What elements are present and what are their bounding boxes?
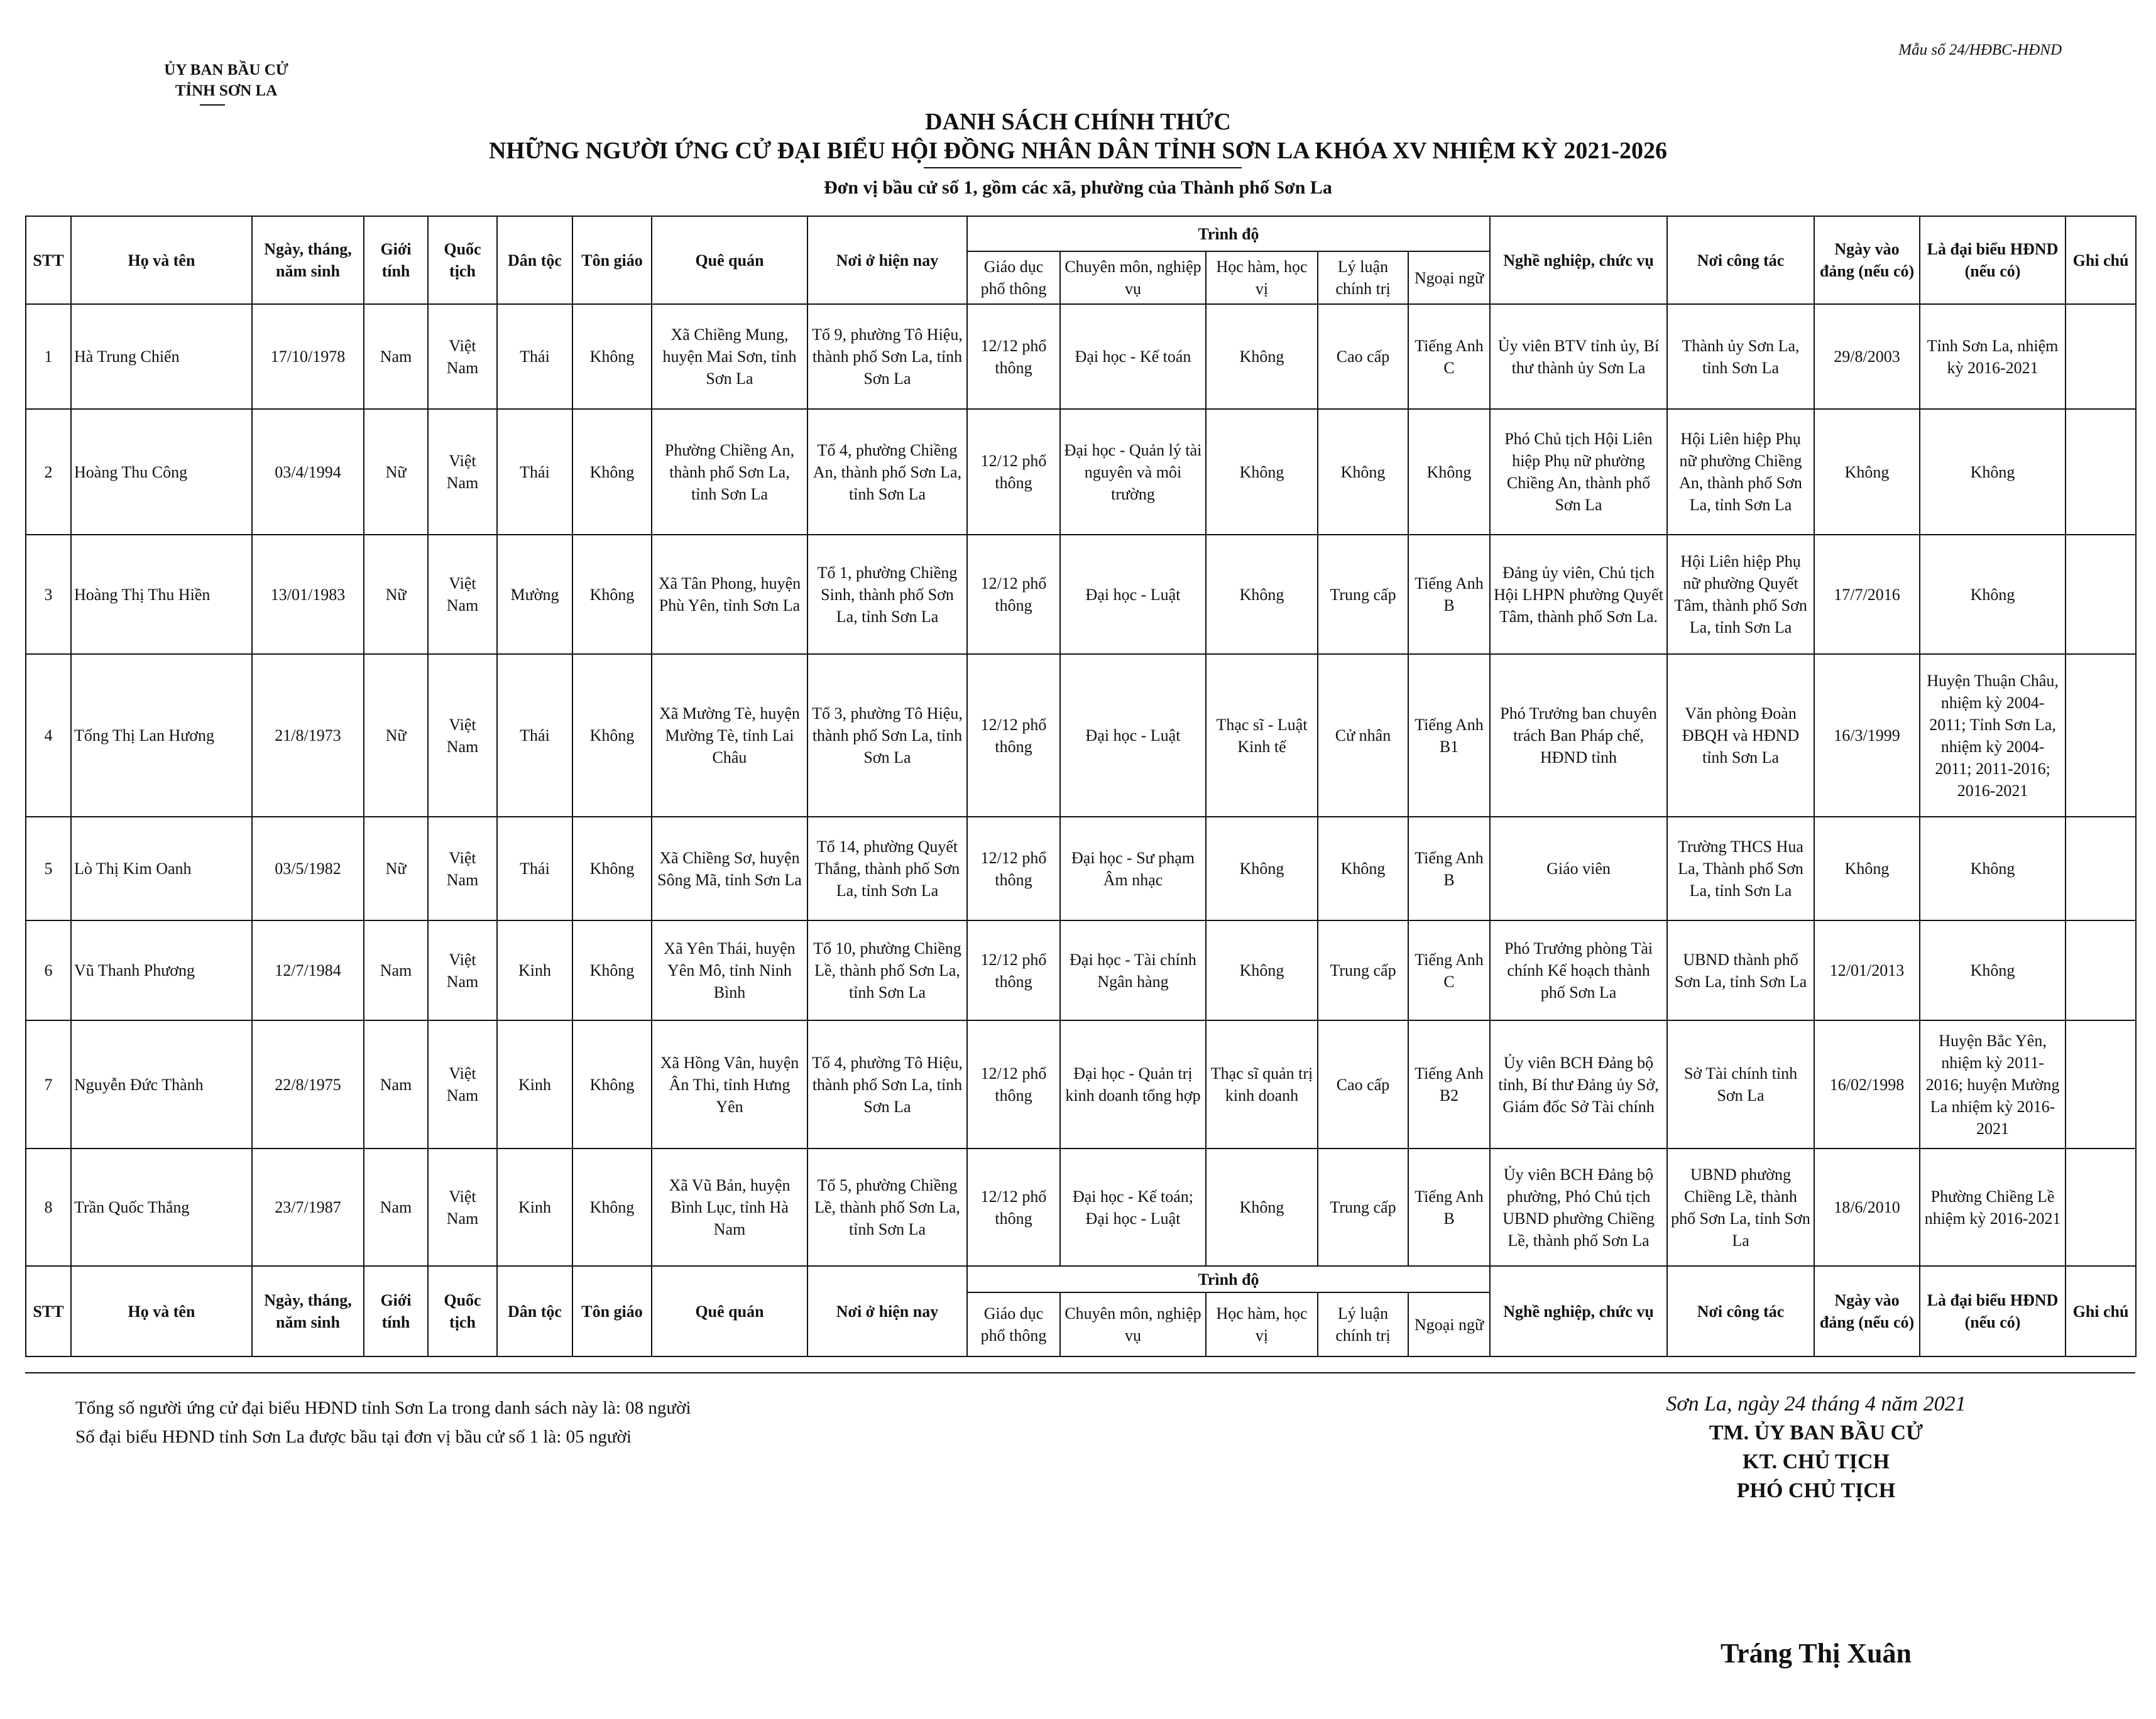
cell-professional: Đại học - Luật [1060, 535, 1206, 654]
col-political-repeat: Lý luận chính trị [1318, 1292, 1408, 1356]
col-notes: Ghi chú [2066, 216, 2136, 304]
cell-religion: Không [572, 304, 652, 409]
cell-gender: Nam [364, 920, 428, 1020]
col-hometown: Quê quán [652, 216, 807, 304]
table-row [26, 654, 2136, 817]
cell-delegate: Phường Chiềng Lề nhiệm kỳ 2016-2021 [1920, 1149, 2066, 1266]
cell-gender: Nam [364, 304, 428, 409]
cell-religion: Không [572, 409, 652, 535]
cell-political: Không [1318, 409, 1408, 535]
cell-name: Trần Quốc Thắng [71, 1149, 252, 1266]
col-academic-repeat: Học hàm, học vị [1206, 1292, 1318, 1356]
cell-party-date: Không [1814, 817, 1920, 920]
table-row [26, 304, 2136, 409]
cell-delegate: Không [1920, 535, 2066, 654]
cell-general-edu: 12/12 phổ thông [967, 304, 1060, 409]
cell-delegate: Tỉnh Sơn La, nhiệm kỳ 2016-2021 [1920, 304, 2066, 409]
col-workplace-repeat: Nơi công tác [1667, 1266, 1814, 1356]
cell-dob: 13/01/1983 [252, 535, 364, 654]
cell-notes [2066, 1020, 2136, 1149]
cell-stt: 2 [26, 409, 71, 535]
col-general-edu: Giáo dục phổ thông [967, 251, 1060, 304]
col-occupation-repeat: Nghề nghiệp, chức vụ [1490, 1266, 1667, 1356]
cell-occupation: Phó Trưởng phòng Tài chính Kế hoạch thành phố Sơn La [1490, 920, 1667, 1020]
cell-language: Tiếng Anh B2 [1408, 1020, 1490, 1149]
place-date: Sơn La, ngày 24 tháng 4 năm 2021 [1666, 1392, 1966, 1416]
cell-general-edu: 12/12 phổ thông [967, 1149, 1060, 1266]
cell-name: Vũ Thanh Phương [71, 920, 252, 1020]
summary-block [75, 1394, 691, 1451]
bottom-divider [25, 1372, 2135, 1373]
cell-nationality: Việt Nam [428, 304, 497, 409]
col-nationality: Quốc tịch [428, 216, 497, 304]
cell-workplace: Hội Liên hiệp Phụ nữ phường Quyết Tâm, thành phố Sơn La, tỉnh Sơn La [1667, 535, 1814, 654]
col-professional-repeat: Chuyên môn, nghiệp vụ [1060, 1292, 1206, 1356]
cell-language: Tiếng Anh C [1408, 304, 1490, 409]
cell-language: Tiếng Anh C [1408, 920, 1490, 1020]
cell-occupation: Ủy viên BCH Đảng bộ tỉnh, Bí thư Đảng ủy Sở, Giám đốc Sở Tài chính [1490, 1020, 1667, 1149]
col-delegate: Là đại biểu HĐND (nếu có) [1920, 216, 2066, 304]
cell-occupation: Phó Trưởng ban chuyên trách Ban Pháp chế, HĐND tỉnh [1490, 654, 1667, 817]
cell-political: Cử nhân [1318, 654, 1408, 817]
col-dob-repeat: Ngày, tháng, năm sinh [252, 1266, 364, 1356]
cell-religion: Không [572, 535, 652, 654]
summary-seats: Số đại biểu HĐND tỉnh Sơn La được bầu tại đơn vị bầu cử số 1 là: 05 người [75, 1427, 632, 1447]
cell-occupation: Phó Chủ tịch Hội Liên hiệp Phụ nữ phường Chiềng An, thành phố Sơn La [1490, 409, 1667, 535]
col-hometown-repeat: Quê quán [652, 1266, 807, 1356]
cell-workplace: UBND phường Chiềng Lề, thành phố Sơn La, tỉnh Sơn La [1667, 1149, 1814, 1266]
cell-hometown: Xã Chiềng Sơ, huyện Sông Mã, tỉnh Sơn La [652, 817, 807, 920]
cell-professional: Đại học - Quản lý tài nguyên và môi trường [1060, 409, 1206, 535]
cell-workplace: Trường THCS Hua La, Thành phố Sơn La, tỉnh Sơn La [1667, 817, 1814, 920]
col-professional: Chuyên môn, nghiệp vụ [1060, 251, 1206, 304]
cell-residence: Tổ 14, phường Quyết Thắng, thành phố Sơn La, tỉnh Sơn La [807, 817, 967, 920]
cell-gender: Nữ [364, 535, 428, 654]
cell-stt: 8 [26, 1149, 71, 1266]
cell-notes [2066, 409, 2136, 535]
col-religion: Tôn giáo [572, 216, 652, 304]
sign-on-behalf: TM. ỦY BAN BẦU CỬ [1709, 1421, 1923, 1444]
cell-general-edu: 12/12 phổ thông [967, 920, 1060, 1020]
cell-professional: Đại học - Quản trị kinh doanh tổng hợp [1060, 1020, 1206, 1149]
col-dob: Ngày, tháng, năm sinh [252, 216, 364, 304]
col-name-repeat: Họ và tên [71, 1266, 252, 1356]
summary-total-candidates: Tổng số người ứng cử đại biểu HĐND tỉnh Sơn La trong danh sách này là: 08 người [75, 1398, 691, 1418]
cell-hometown: Xã Chiềng Mung, huyện Mai Sơn, tỉnh Sơn La [652, 304, 807, 409]
col-delegate-repeat: Là đại biểu HĐND (nếu có) [1920, 1266, 2066, 1356]
cell-party-date: 12/01/2013 [1814, 920, 1920, 1020]
cell-dob: 23/7/1987 [252, 1149, 364, 1266]
cell-nationality: Việt Nam [428, 817, 497, 920]
cell-notes [2066, 535, 2136, 654]
cell-language: Không [1408, 409, 1490, 535]
title-underline [924, 167, 1242, 168]
table-row [26, 535, 2136, 654]
col-group-education-repeat: Trình độ [967, 1266, 1490, 1292]
cell-occupation: Giáo viên [1490, 817, 1667, 920]
cell-religion: Không [572, 817, 652, 920]
cell-gender: Nam [364, 1149, 428, 1266]
cell-general-edu: 12/12 phổ thông [967, 654, 1060, 817]
cell-name: Lò Thị Kim Oanh [71, 817, 252, 920]
cell-ethnicity: Thái [497, 409, 572, 535]
cell-occupation: Đảng ủy viên, Chủ tịch Hội LHPN phường Quyết Tâm, thành phố Sơn La. [1490, 535, 1667, 654]
cell-ethnicity: Thái [497, 817, 572, 920]
cell-name: Nguyễn Đức Thành [71, 1020, 252, 1149]
cell-general-edu: 12/12 phổ thông [967, 817, 1060, 920]
col-party-date-repeat: Ngày vào đảng (nếu có) [1814, 1266, 1920, 1356]
cell-political: Trung cấp [1318, 920, 1408, 1020]
cell-ethnicity: Kinh [497, 1149, 572, 1266]
cell-language: Tiếng Anh B [1408, 1149, 1490, 1266]
cell-political: Cao cấp [1318, 304, 1408, 409]
cell-stt: 1 [26, 304, 71, 409]
signer-name: Tráng Thị Xuân [1720, 1638, 1912, 1669]
table-row [26, 817, 2136, 920]
cell-ethnicity: Thái [497, 654, 572, 817]
cell-notes [2066, 654, 2136, 817]
cell-professional: Đại học - Luật [1060, 654, 1206, 817]
col-nationality-repeat: Quốc tịch [428, 1266, 497, 1356]
cell-workplace: Sở Tài chính tỉnh Sơn La [1667, 1020, 1814, 1149]
cell-occupation: Ủy viên BTV tỉnh ủy, Bí thư thành ủy Sơn La [1490, 304, 1667, 409]
document-title-line-2: NHỮNG NGƯỜI ỨNG CỬ ĐẠI BIỂU HỘI ĐỒNG NHÂN DÂN TỈNH SƠN LA KHÓA XV NHIỆM KỲ 2021-2026 [488, 138, 1668, 164]
cell-gender: Nam [364, 1020, 428, 1149]
col-notes-repeat: Ghi chú [2066, 1266, 2136, 1356]
cell-residence: Tổ 9, phường Tô Hiệu, thành phố Sơn La, tỉnh Sơn La [807, 304, 967, 409]
cell-stt: 6 [26, 920, 71, 1020]
cell-stt: 3 [26, 535, 71, 654]
cell-religion: Không [572, 1149, 652, 1266]
col-stt-repeat: STT [26, 1266, 71, 1356]
col-political: Lý luận chính trị [1318, 251, 1408, 304]
cell-dob: 21/8/1973 [252, 654, 364, 817]
cell-political: Không [1318, 817, 1408, 920]
cell-delegate: Không [1920, 409, 2066, 535]
cell-professional: Đại học - Kế toán; Đại học - Luật [1060, 1149, 1206, 1266]
cell-professional: Đại học - Sư phạm Âm nhạc [1060, 817, 1206, 920]
table-row [26, 1020, 2136, 1149]
cell-residence: Tổ 5, phường Chiềng Lề, thành phố Sơn La, tỉnh Sơn La [807, 1149, 967, 1266]
cell-party-date: 29/8/2003 [1814, 304, 1920, 409]
cell-hometown: Xã Hồng Vân, huyện Ân Thi, tỉnh Hưng Yên [652, 1020, 807, 1149]
issuing-agency [94, 60, 358, 101]
cell-hometown: Phường Chiềng An, thành phố Sơn La, tỉnh Sơn La [652, 409, 807, 535]
cell-professional: Đại học - Kế toán [1060, 304, 1206, 409]
cell-hometown: Xã Vũ Bản, huyện Bình Lục, tỉnh Hà Nam [652, 1149, 807, 1266]
col-workplace: Nơi công tác [1667, 216, 1814, 304]
cell-name: Hà Trung Chiến [71, 304, 252, 409]
cell-political: Trung cấp [1318, 535, 1408, 654]
cell-stt: 4 [26, 654, 71, 817]
cell-ethnicity: Kinh [497, 1020, 572, 1149]
cell-nationality: Việt Nam [428, 1020, 497, 1149]
cell-religion: Không [572, 920, 652, 1020]
document-subtitle: Đơn vị bầu cử số 1, gồm các xã, phường của Thành phố Sơn La [824, 177, 1332, 198]
cell-notes [2066, 1149, 2136, 1266]
col-gender-repeat: Giới tính [364, 1266, 428, 1356]
cell-gender: Nữ [364, 817, 428, 920]
cell-religion: Không [572, 1020, 652, 1149]
table-row [26, 1149, 2136, 1266]
cell-delegate: Huyện Bắc Yên, nhiệm kỳ 2011-2016; huyện Mường La nhiệm kỳ 2016-2021 [1920, 1020, 2066, 1149]
col-residence-repeat: Nơi ở hiện nay [807, 1266, 967, 1356]
cell-workplace: Hội Liên hiệp Phụ nữ phường Chiềng An, thành phố Sơn La, tỉnh Sơn La [1667, 409, 1814, 535]
col-gender: Giới tính [364, 216, 428, 304]
col-language-repeat: Ngoại ngữ [1408, 1292, 1490, 1356]
cell-academic: Không [1206, 535, 1318, 654]
cell-dob: 03/4/1994 [252, 409, 364, 535]
cell-delegate: Huyện Thuận Châu, nhiệm kỳ 2004-2011; Tỉnh Sơn La, nhiệm kỳ 2004-2011; 2011-2016; 2016-2021 [1920, 654, 2066, 817]
cell-religion: Không [572, 654, 652, 817]
table-row [26, 920, 2136, 1020]
form-code: Mẫu số 24/HĐBC-HĐND [1898, 41, 2062, 58]
cell-dob: 17/10/1978 [252, 304, 364, 409]
cell-ethnicity: Thái [497, 304, 572, 409]
cell-name: Hoàng Thu Công [71, 409, 252, 535]
cell-nationality: Việt Nam [428, 920, 497, 1020]
cell-hometown: Xã Yên Thái, huyện Yên Mô, tỉnh Ninh Bình [652, 920, 807, 1020]
cell-academic: Thạc sĩ quản trị kinh doanh [1206, 1020, 1318, 1149]
sign-for-chairman: KT. CHỦ TỊCH [1743, 1450, 1890, 1473]
cell-gender: Nữ [364, 409, 428, 535]
cell-party-date: 16/3/1999 [1814, 654, 1920, 817]
cell-occupation: Ủy viên BCH Đảng bộ phường, Phó Chủ tịch UBND phường Chiềng Lề, thành phố Sơn La [1490, 1149, 1667, 1266]
cell-party-date: 17/7/2016 [1814, 535, 1920, 654]
cell-delegate: Không [1920, 817, 2066, 920]
cell-dob: 12/7/1984 [252, 920, 364, 1020]
cell-party-date: Không [1814, 409, 1920, 535]
cell-nationality: Việt Nam [428, 535, 497, 654]
col-general-edu-repeat: Giáo dục phổ thông [967, 1292, 1060, 1356]
col-ethnicity: Dân tộc [497, 216, 572, 304]
cell-residence: Tổ 4, phường Chiềng An, thành phố Sơn La, tỉnh Sơn La [807, 409, 967, 535]
cell-gender: Nữ [364, 654, 428, 817]
cell-ethnicity: Mường [497, 535, 572, 654]
cell-name: Hoàng Thị Thu Hiền [71, 535, 252, 654]
cell-notes [2066, 920, 2136, 1020]
cell-workplace: Thành ủy Sơn La, tỉnh Sơn La [1667, 304, 1814, 409]
cell-general-edu: 12/12 phổ thông [967, 1020, 1060, 1149]
cell-stt: 5 [26, 817, 71, 920]
cell-academic: Không [1206, 304, 1318, 409]
cell-residence: Tổ 1, phường Chiềng Sinh, thành phố Sơn La, tỉnh Sơn La [807, 535, 967, 654]
cell-notes [2066, 304, 2136, 409]
cell-general-edu: 12/12 phổ thông [967, 409, 1060, 535]
cell-delegate: Không [1920, 920, 2066, 1020]
cell-academic: Không [1206, 1149, 1318, 1266]
cell-language: Tiếng Anh B1 [1408, 654, 1490, 817]
table-footer-header-row [26, 1266, 2136, 1292]
col-party-date: Ngày vào đảng (nếu có) [1814, 216, 1920, 304]
col-stt: STT [26, 216, 71, 304]
document-title: DANH SÁCH CHÍNH THỨC [925, 109, 1231, 135]
table-row [26, 409, 2136, 535]
cell-ethnicity: Kinh [497, 920, 572, 1020]
candidate-table [25, 216, 2137, 1357]
col-religion-repeat: Tôn giáo [572, 1266, 652, 1356]
cell-professional: Đại học - Tài chính Ngân hàng [1060, 920, 1206, 1020]
cell-workplace: Văn phòng Đoàn ĐBQH và HĐND tỉnh Sơn La [1667, 654, 1814, 817]
agency-line-2: TỈNH SƠN LA [175, 82, 278, 99]
cell-residence: Tổ 3, phường Tô Hiệu, thành phố Sơn La, tỉnh Sơn La [807, 654, 967, 817]
cell-academic: Không [1206, 920, 1318, 1020]
agency-line-1: ỦY BAN BẦU CỬ [164, 62, 288, 79]
cell-political: Cao cấp [1318, 1020, 1408, 1149]
cell-residence: Tổ 10, phường Chiềng Lề, thành phố Sơn La, tỉnh Sơn La [807, 920, 967, 1020]
cell-political: Trung cấp [1318, 1149, 1408, 1266]
cell-residence: Tổ 4, phường Tô Hiệu, thành phố Sơn La, tỉnh Sơn La [807, 1020, 967, 1149]
cell-nationality: Việt Nam [428, 1149, 497, 1266]
cell-party-date: 16/02/1998 [1814, 1020, 1920, 1149]
col-residence: Nơi ở hiện nay [807, 216, 967, 304]
col-name: Họ và tên [71, 216, 252, 304]
cell-academic: Không [1206, 817, 1318, 920]
cell-party-date: 18/6/2010 [1814, 1149, 1920, 1266]
col-language: Ngoại ngữ [1408, 251, 1490, 304]
cell-notes [2066, 817, 2136, 920]
cell-nationality: Việt Nam [428, 409, 497, 535]
cell-academic: Thạc sĩ - Luật Kinh tế [1206, 654, 1318, 817]
signature-block [1533, 1390, 2099, 1505]
cell-language: Tiếng Anh B [1408, 535, 1490, 654]
table-header-row [26, 216, 2136, 251]
col-academic: Học hàm, học vị [1206, 251, 1318, 304]
col-group-education: Trình độ [967, 216, 1490, 251]
cell-hometown: Xã Tân Phong, huyện Phù Yên, tỉnh Sơn La [652, 535, 807, 654]
cell-general-edu: 12/12 phổ thông [967, 535, 1060, 654]
cell-workplace: UBND thành phố Sơn La, tỉnh Sơn La [1667, 920, 1814, 1020]
cell-academic: Không [1206, 409, 1318, 535]
cell-stt: 7 [26, 1020, 71, 1149]
cell-name: Tống Thị Lan Hương [71, 654, 252, 817]
cell-hometown: Xã Mường Tè, huyện Mường Tè, tỉnh Lai Châu [652, 654, 807, 817]
cell-dob: 22/8/1975 [252, 1020, 364, 1149]
col-ethnicity-repeat: Dân tộc [497, 1266, 572, 1356]
cell-nationality: Việt Nam [428, 654, 497, 817]
col-occupation: Nghề nghiệp, chức vụ [1490, 216, 1667, 304]
cell-language: Tiếng Anh B [1408, 817, 1490, 920]
cell-dob: 03/5/1982 [252, 817, 364, 920]
signer-title: PHÓ CHỦ TỊCH [1736, 1479, 1896, 1502]
agency-underline [200, 104, 225, 106]
